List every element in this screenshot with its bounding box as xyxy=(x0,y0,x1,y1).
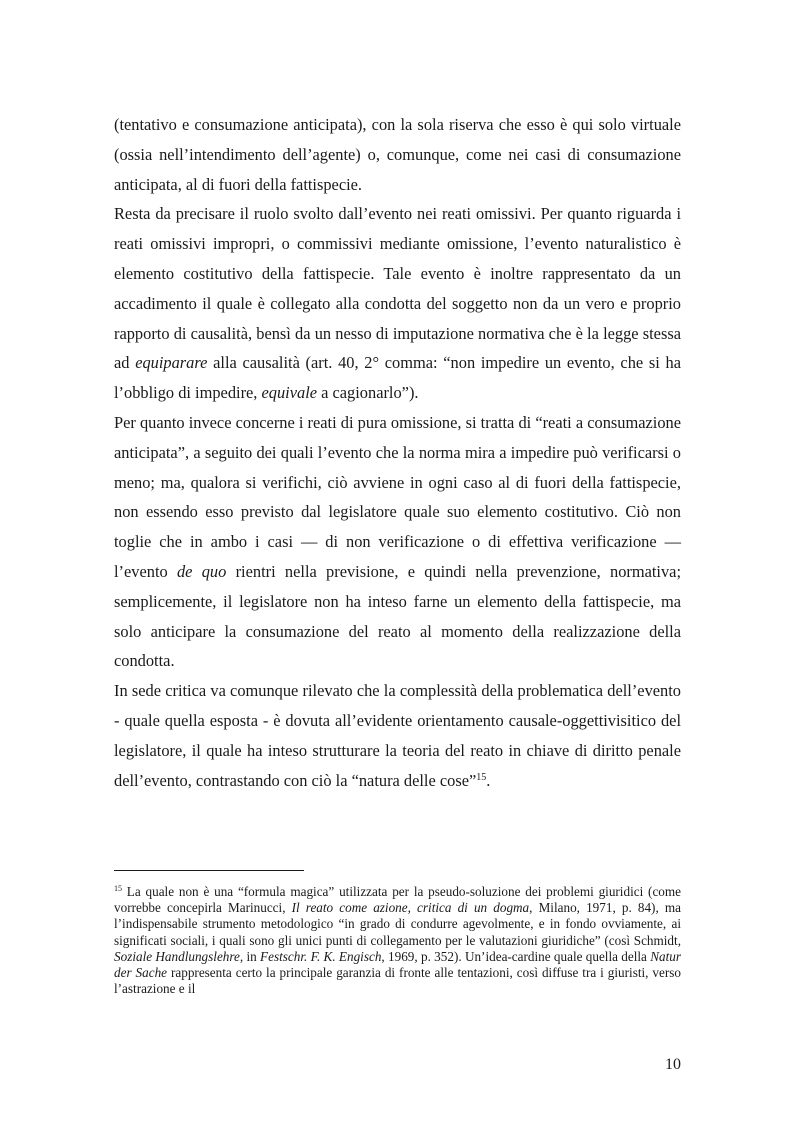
footnote-italic: Il reato come azione, critica di un dogma xyxy=(291,900,530,916)
paragraph-text: . xyxy=(486,770,491,790)
footnote-text: , Milano, 1971, p. 84), ma l’indispensabile strumento metodologico “in grado di condurre agevolmente, e in fondo ovviamente, ai significati sociali, i quali sono gli unici punti di collegamento per le valutazioni giuridiche” (così Schmidt, xyxy=(114,900,681,948)
footnote-separator xyxy=(114,870,304,871)
paragraph-3 xyxy=(114,408,681,676)
paragraph-text: a cagionarlo”). xyxy=(317,383,419,403)
footnote-reference[interactable]: 15 xyxy=(476,771,487,783)
footnote-text: , 1969, p. 352). Un’idea-cardine quale quella della xyxy=(381,948,651,964)
paragraph-4 xyxy=(114,676,681,795)
paragraph-text: Resta da precisare il ruolo svolto dall’evento nei reati omissivi. Per quanto riguarda i reati omissivi impropri, o commissivi mediante omissione, l’evento naturalistico è elemento costitutivo della fattispecie. Tale evento è inoltre rappresentato da un accadimento il quale è collegato alla condotta del soggetto non da un vero e proprio rapporto di causalità, bensì da un nesso di imputazione normativa che è la legge stessa ad xyxy=(114,204,681,373)
footnote-text: rappresenta certo la principale garanzia di fronte alle tentazioni, così diffuse tra i giuristi, verso l’astrazione e il xyxy=(114,965,681,997)
page-number: 10 xyxy=(665,1056,681,1073)
paragraph-text: Per quanto invece concerne i reati di pura omissione, si tratta di “reati a consumazione anticipata”, a seguito dei quali l’evento che la norma mira a impedire può verificarsi o meno; ma, qualora si verifichi, ciò avviene in ogni caso al di fuori della fattispecie, non essendo esso previsto dal legislatore quale suo elemento costitutivo. Ciò non toglie che in ambo i casi — di non verificazione o di effettiva verificazione — l’evento xyxy=(114,412,681,581)
footnote-italic: Festschr. F. K. Engisch xyxy=(260,948,382,964)
footnote-text: in xyxy=(243,948,261,964)
paragraph-text: In sede critica va comunque rilevato che la complessità della problematica dell’evento - quale quella esposta - è dovuta all’evidente orientamento causale-oggettivisitico del legislatore, il quale ha inteso strutturare la teoria del reato in chiave di diritto penale dell’evento, contrastando con ciò la “natura delle cose” xyxy=(114,681,681,790)
paragraph-1 xyxy=(114,110,681,199)
footnote-marker: 15 xyxy=(114,884,122,893)
footnote-15 xyxy=(114,884,681,997)
italic-term: equivale xyxy=(261,383,318,403)
main-text xyxy=(114,110,681,795)
paragraph-text: alla causalità (art. 40, 2° comma: “non impedire un evento, che si ha l’obbligo di impedire, xyxy=(114,353,681,403)
footnote-text: La quale non è una “formula magica” utilizzata per la pseudo-soluzione dei problemi giuridici (come vorrebbe concepirla Marinucci, xyxy=(114,884,681,916)
paragraph-2 xyxy=(114,199,681,408)
italic-term: de quo xyxy=(176,561,227,581)
paragraph-text: (tentativo e consumazione anticipata), con la sola riserva che esso è qui solo virtuale (ossia nell’intendimento dell’agente) o, comunque, come nei casi di consumazione anticipata, al di fuori della fattispecie. xyxy=(114,115,681,194)
footnote-italic: Natur der Sache xyxy=(114,948,681,981)
paragraph-text: rientri nella previsione, e quindi nella prevenzione, normativa; semplicemente, il legislatore non ha inteso farne un elemento della fattispecie, ma solo anticipare la consumazione del reato al momento della realizzazione della condotta. xyxy=(114,561,682,671)
footnote-italic: Soziale Handlungslehre, xyxy=(114,948,244,964)
italic-term: equiparare xyxy=(135,353,208,373)
